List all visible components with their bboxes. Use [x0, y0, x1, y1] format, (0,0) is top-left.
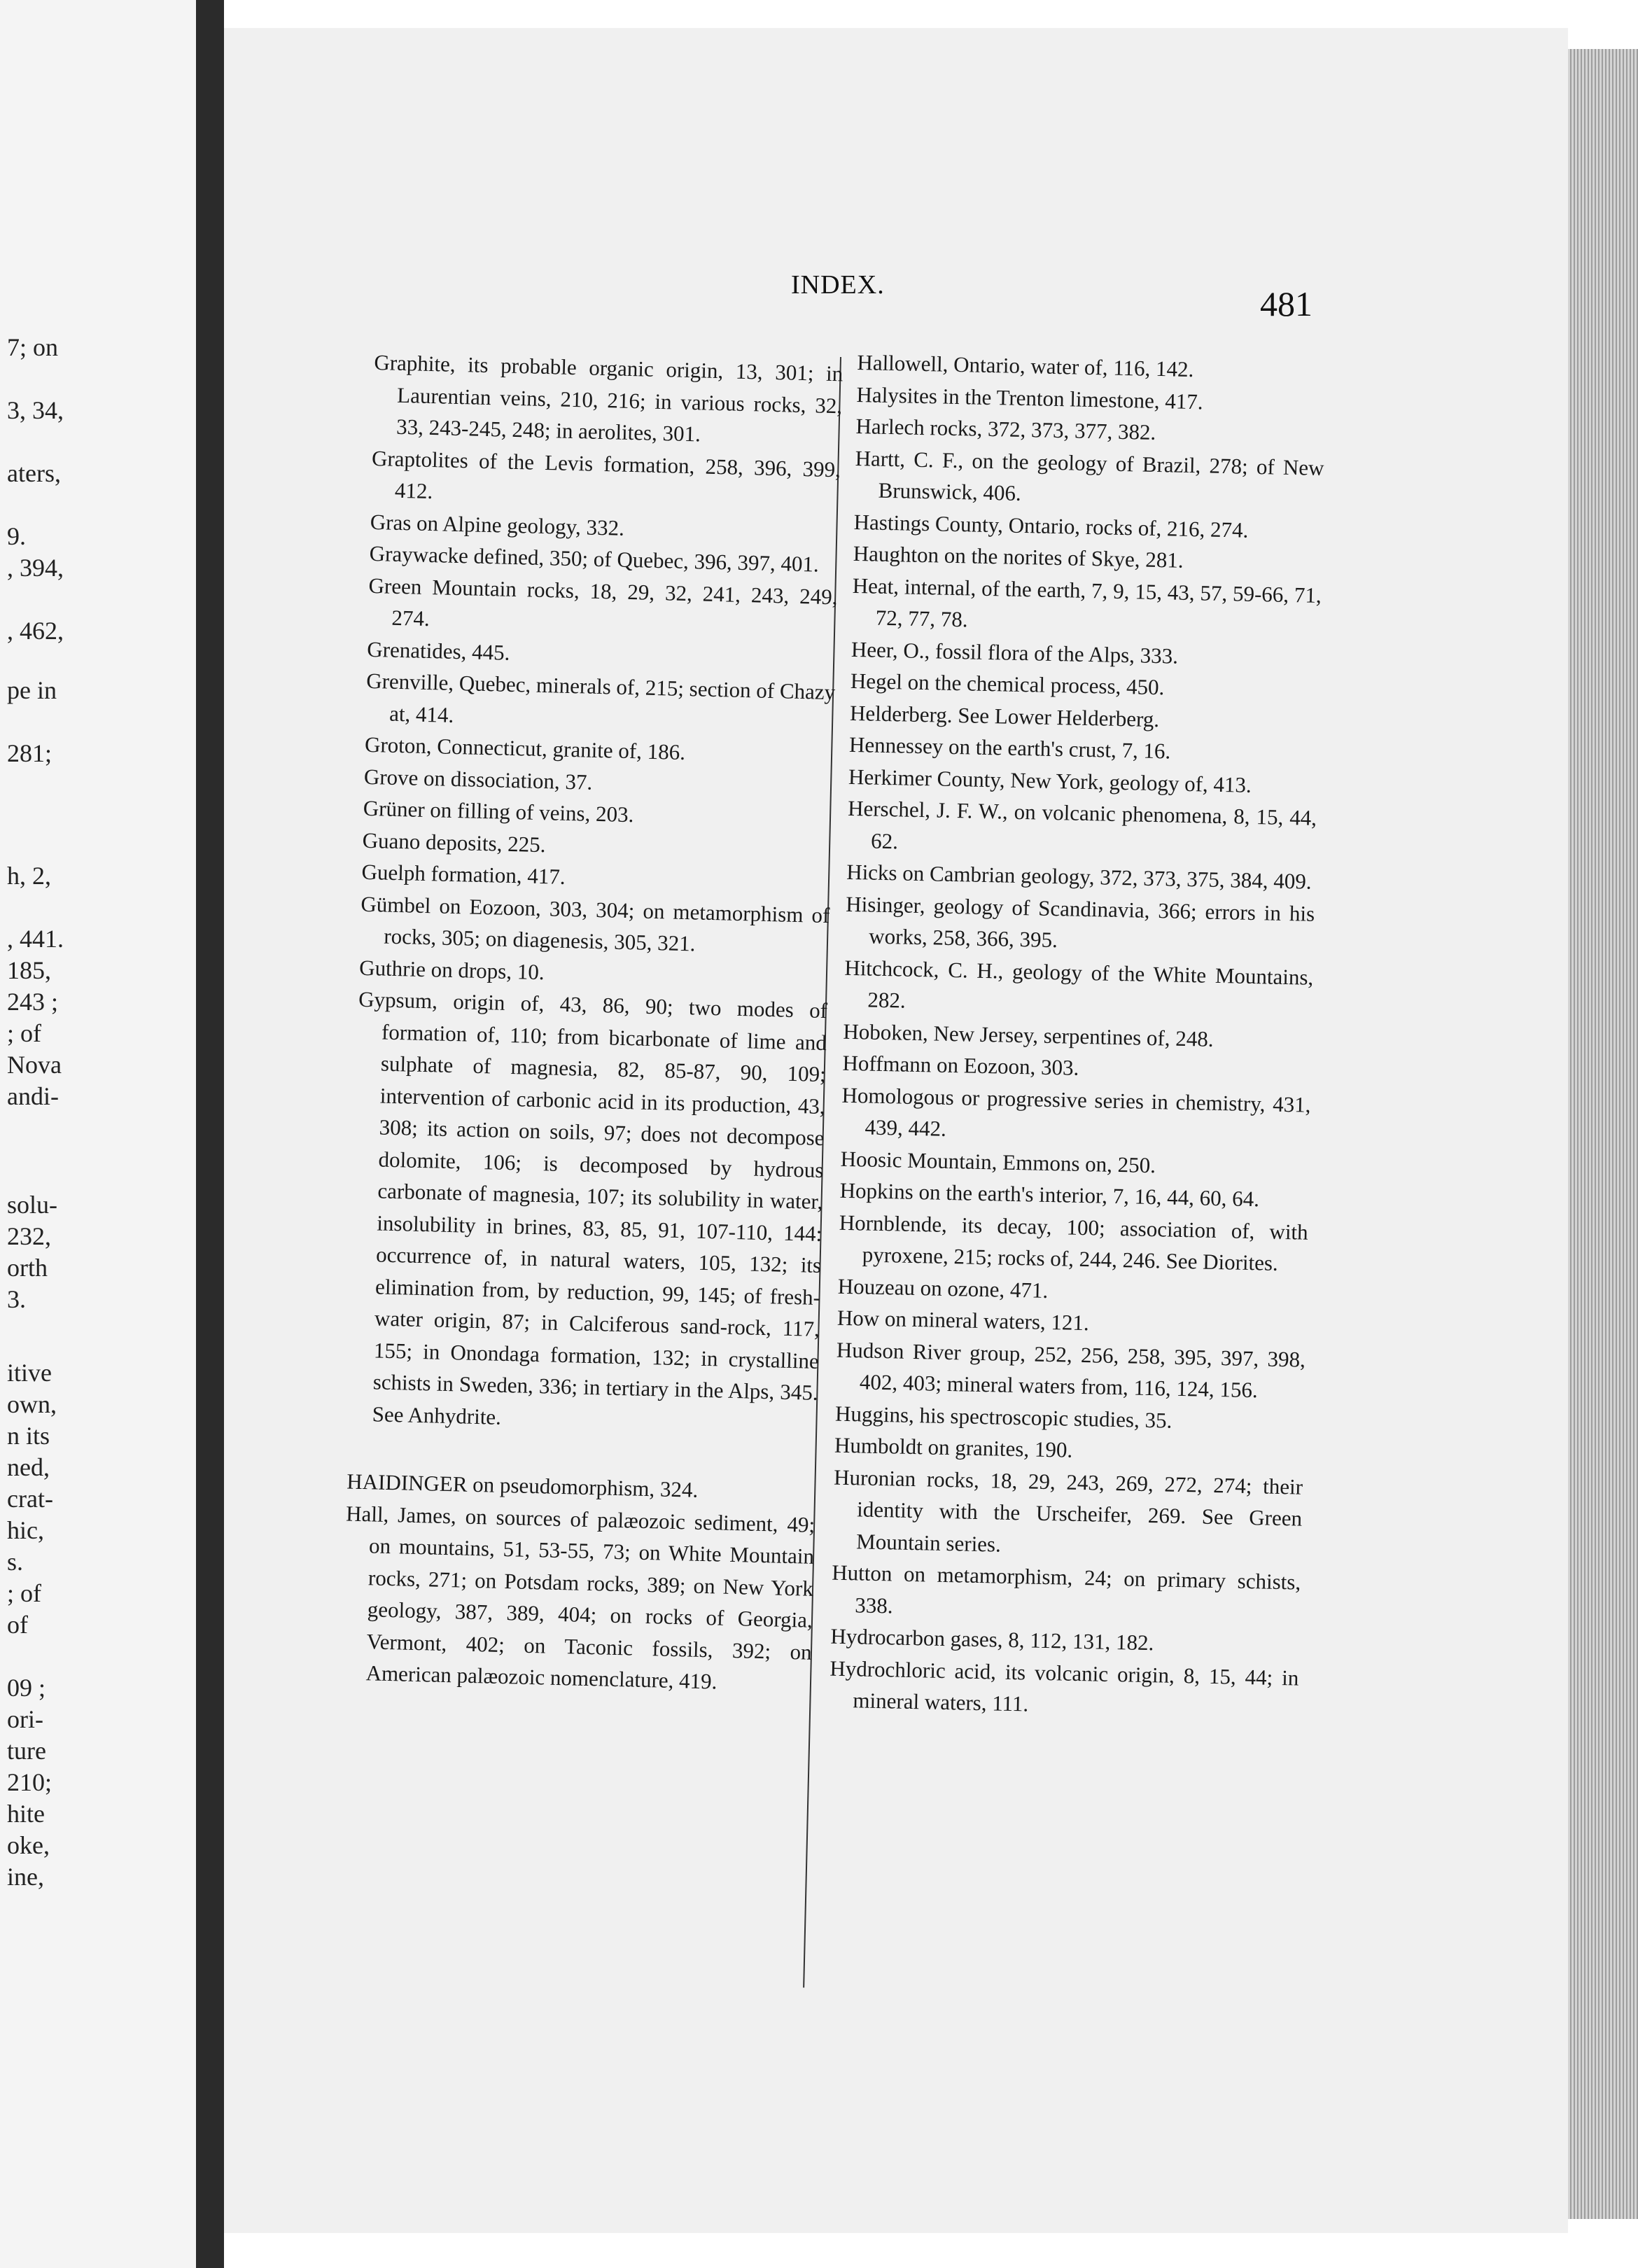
index-entry: Huggins, his spectroscopic studies, 35.	[834, 1401, 1172, 1433]
left-page-fragment: solu-	[7, 1191, 57, 1219]
index-entry: Hoosic Mountain, Emmons on, 250.	[840, 1146, 1156, 1177]
index-entry: Guthrie on drops, 10.	[358, 955, 545, 984]
left-page-fragment: 243 ;	[7, 988, 59, 1016]
index-entry: Grenatides, 445.	[367, 636, 510, 665]
left-page-fragment: own,	[7, 1390, 57, 1418]
index-page	[224, 28, 1568, 2233]
left-page-fragment: hic,	[7, 1516, 44, 1544]
index-column-left	[342, 346, 844, 1700]
index-entry: Hartt, C. F., on the geology of Brazil, 278; of New Brunswick, 406.	[855, 445, 1324, 505]
left-page	[0, 0, 196, 2268]
index-entry: Green Mountain rocks, 18, 29, 32, 241, 243, 249, 274.	[368, 573, 838, 631]
left-page-fragment: h, 2,	[7, 862, 51, 890]
left-page-fragment: orth	[7, 1254, 48, 1282]
left-page-fragment: oke,	[7, 1831, 50, 1859]
left-page-fragment: ; of	[7, 1019, 41, 1047]
index-entry: Graywacke defined, 350; of Quebec, 396, 397, 401.	[369, 540, 820, 577]
left-page-fragment: n its	[7, 1422, 50, 1450]
index-entry: Guano deposits, 225.	[362, 827, 546, 857]
left-page-fragment: ine,	[7, 1863, 44, 1891]
index-entry: Hastings County, Ontario, rocks of, 216, 274.	[853, 509, 1249, 542]
left-page-fragment: ture	[7, 1737, 46, 1765]
index-entry: Hoboken, New Jersey, serpentines of, 248.	[843, 1018, 1214, 1051]
index-entry: Graptolites of the Levis formation, 258, 396, 399, 412.	[371, 445, 841, 504]
index-entry: Gümbel on Eozoon, 303, 304; on metamorphism of rocks, 305; on diagenesis, 305, 321.	[360, 891, 830, 956]
left-page-fragment: 232,	[7, 1222, 51, 1250]
index-entry: Hydrocarbon gases, 8, 112, 131, 182.	[830, 1623, 1154, 1656]
index-entry: Halysites in the Trenton limestone, 417.	[856, 382, 1203, 414]
index-entry: Grove on dissociation, 37.	[363, 764, 593, 794]
left-page-fragment: ori-	[7, 1705, 43, 1733]
index-entry: Hennessey on the earth's crust, 7, 16.	[848, 732, 1171, 764]
index-entry: Hoffmann on Eozoon, 303.	[842, 1050, 1079, 1080]
index-entry: Hitchcock, C. H., geology of the White Mountains, 282.	[844, 955, 1314, 1013]
left-page-fragment: 3, 34,	[7, 396, 64, 424]
left-page-fragment: 09 ;	[7, 1674, 46, 1702]
left-page-fragment: s.	[7, 1548, 24, 1576]
index-entry: How on mineral waters, 121.	[836, 1305, 1090, 1336]
index-entry: Helderberg. See Lower Helderberg.	[849, 700, 1160, 732]
index-entry: Herschel, J. F. W., on volcanic phenomena, 8, 15, 44, 62.	[847, 795, 1317, 853]
index-entry: Herkimer County, New York, geology of, 413.	[848, 764, 1252, 797]
left-page-fragment: 7; on	[7, 333, 59, 361]
index-entry: Harlech rocks, 372, 373, 377, 382.	[855, 413, 1156, 444]
left-page-fragment: pe in	[7, 676, 57, 704]
left-page-fragment: , 441.	[7, 925, 64, 953]
left-page-fragment: ; of	[7, 1579, 41, 1607]
index-entry: Hudson River group, 252, 256, 258, 395, 397, 398, 402, 403; mineral waters from, 116, 124, 156.	[836, 1337, 1306, 1403]
index-entry: Hutton on metamorphism, 24; on primary schists, 338.	[831, 1560, 1301, 1618]
index-entry: Hisinger, geology of Scandinavia, 366; errors in his works, 258, 366, 395.	[845, 891, 1315, 953]
left-page-fragment: crat-	[7, 1485, 53, 1513]
index-entry: Hegel on the chemical process, 450.	[850, 668, 1165, 700]
index-entry: Heat, internal, of the earth, 7, 9, 15, 43, 57, 59-66, 71, 72, 77, 78.	[852, 573, 1322, 632]
left-page-fragment: ned,	[7, 1453, 50, 1481]
index-entry: Hallowell, Ontario, water of, 116, 142.	[857, 349, 1194, 382]
page-number: 481	[1260, 284, 1312, 323]
left-page-fragment: itive	[7, 1359, 52, 1387]
left-page-fragment: 9.	[7, 522, 26, 550]
left-page-fragment: , 394,	[7, 554, 64, 582]
index-entry: Huronian rocks, 18, 29, 243, 269, 272, 274; their identity with the Urscheifer, 269. See Green Mountain series.	[833, 1464, 1303, 1557]
index-entry: HAIDINGER on pseudomorphism, 324.	[346, 1469, 699, 1502]
left-page-fragment: hite	[7, 1800, 45, 1828]
left-page-fragment: 3.	[7, 1285, 26, 1313]
index-entry: Haughton on the norites of Skye, 281.	[853, 540, 1184, 573]
left-page-fragment: of	[7, 1611, 28, 1639]
page-edges	[1568, 49, 1638, 2219]
index-entry: Hydrochloric acid, its volcanic origin, 8, 15, 44; in mineral waters, 111.	[830, 1656, 1299, 1716]
index-entry: Groton, Connecticut, granite of, 186.	[364, 732, 686, 765]
running-head: INDEX.	[791, 270, 885, 300]
index-entry: Hicks on Cambrian geology, 372, 373, 375, 384, 409.	[846, 859, 1312, 894]
index-entry: Houzeau on ozone, 471.	[837, 1273, 1049, 1303]
left-page-fragment: 185,	[7, 956, 51, 984]
book-spine	[196, 0, 224, 2268]
index-entry: Hornblende, its decay, 100; association of, with pyroxene, 215; rocks of, 244, 246. See Diorites.	[839, 1210, 1309, 1275]
index-entry: Gypsum, origin of, 43, 86, 90; two modes of formation of, 110; from bicarbonate of lime and sulphate of magnesia, 82, 85-87, 90, 109; intervention of carbonic acid in its production, 43, 308; its action on soils, 97; does not decompose dolomite, 106; is decomposed by hydrous carbonate of magnesia, 107; its solubility in water, insolubility in brines, 83, 85, 91, 107-110, 144: occurrence of, in natural waters, 105, 132; its elimination from, by reduction, 99, 145; of fresh-water origin, 87; in Calciferous sand-rock, 117, 155; in Onondaga formation, 132; in crystalline schists in Sweden, 336; in tertiary in the Alps, 345. See Anhydrite.	[358, 986, 828, 1429]
index-entry: Grenville, Quebec, minerals of, 215; section of Chazy at, 414.	[365, 668, 836, 727]
index-column-right	[829, 346, 1326, 1726]
left-page-fragment: 210;	[7, 1768, 52, 1796]
index-entry: Guelph formation, 417.	[361, 859, 566, 889]
index-entry: Humboldt on granites, 190.	[834, 1432, 1073, 1462]
left-page-fragment: andi-	[7, 1082, 59, 1110]
index-entry: Hopkins on the earth's interior, 7, 16, 44, 60, 64.	[839, 1177, 1260, 1212]
left-page-fragment: , 462,	[7, 617, 64, 645]
index-entry: Heer, O., fossil flora of the Alps, 333.	[850, 636, 1179, 668]
index-entry: Gras on Alpine geology, 332.	[370, 509, 625, 540]
index-entry: Graphite, its probable organic origin, 13, 301; in Laurentian veins, 210, 216; in various rocks, 32, 33, 243-245, 248; in aerolites, 301.	[374, 349, 844, 447]
left-page-fragment: aters,	[7, 459, 61, 487]
left-page-fragment: Nova	[7, 1051, 62, 1079]
index-entry: Homologous or progressive series in chemistry, 431, 439, 442.	[841, 1082, 1311, 1141]
left-page-fragment: 281;	[7, 739, 52, 767]
index-entry: Hall, James, on sources of palæozoic sediment, 49; on mountains, 51, 53-55, 73; on White Mountain rocks, 271; on Potsdam rocks, 389; on New York geology, 387, 389, 404; on rocks of Georgia, Vermont, 402; on Taconic fossils, 392; on American palæozoic nomenclature, 419.	[345, 1501, 816, 1694]
index-entry: Grüner on filling of veins, 203.	[363, 795, 634, 827]
